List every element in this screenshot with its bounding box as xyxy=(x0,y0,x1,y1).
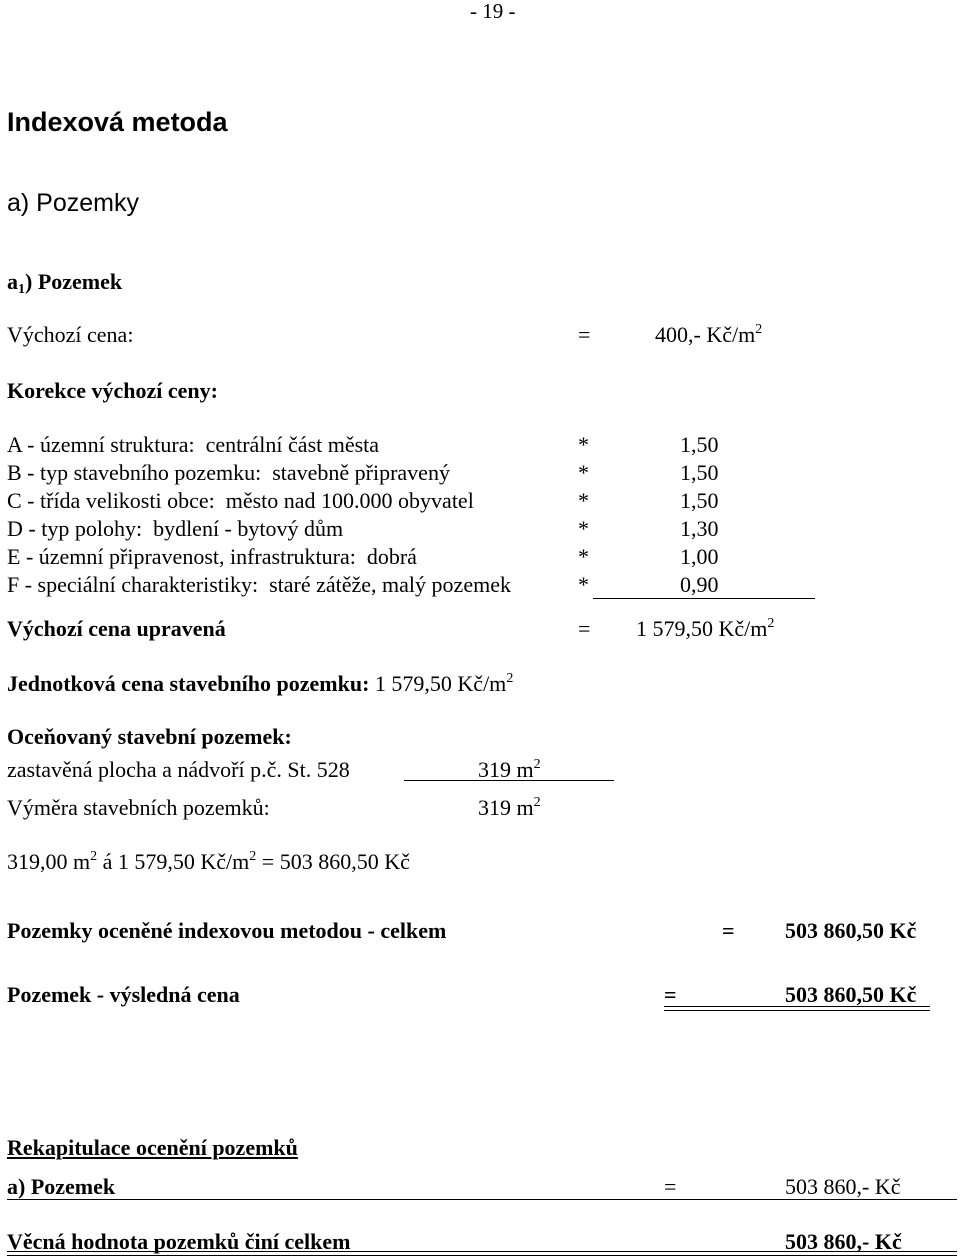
subsection-prefix: a xyxy=(7,269,18,294)
adjusted-price-operator: = xyxy=(578,616,591,641)
recap-total-underline-1 xyxy=(7,1251,957,1252)
final-price-label: Pozemek - výsledná cena xyxy=(7,982,240,1007)
recap-total-label: Věcná hodnota pozemků činí celkem xyxy=(7,1229,351,1254)
correction-desc: bydlení - bytový dům xyxy=(153,516,344,541)
calculation-exponent-2: 2 xyxy=(249,849,257,864)
correction-value: 1,50 xyxy=(680,488,719,513)
calculation-area: 319,00 m xyxy=(7,849,91,874)
base-price-value xyxy=(655,324,762,346)
correction-label: E - územní připravenost, infrastruktura: xyxy=(7,544,356,569)
calculation-exponent-1: 2 xyxy=(90,849,98,864)
index-total-operator: = xyxy=(722,918,735,943)
base-price-label: Výchozí cena: xyxy=(7,322,134,347)
final-price-value: 503 860,50 Kč xyxy=(785,982,917,1007)
final-price-operator: = xyxy=(664,982,677,1007)
correction-row-d xyxy=(7,518,343,540)
correction-value: 1,30 xyxy=(680,516,719,541)
final-price-underline-1 xyxy=(664,1006,930,1007)
correction-label: D - typ polohy: xyxy=(7,516,143,541)
valued-land-total-label: Výměra stavebních pozemků: xyxy=(7,795,270,820)
correction-desc: staré zátěže, malý pozemek xyxy=(269,572,511,597)
recap-item-label: a) Pozemek xyxy=(7,1174,116,1199)
correction-row-c xyxy=(7,490,474,512)
correction-operator: * xyxy=(578,516,589,541)
correction-label: A - územní struktura: xyxy=(7,432,195,457)
recap-divider xyxy=(7,1199,957,1200)
recap-item-operator: = xyxy=(664,1174,677,1199)
valued-land-row-label: zastavěná plocha a nádvoří p.č. St. 528 xyxy=(7,757,350,782)
adjusted-price-amount: 1 579,50 Kč/m xyxy=(636,616,768,641)
valued-land-total-amount: 319 m xyxy=(478,795,534,820)
correction-operator: * xyxy=(578,572,589,597)
correction-value: 1,50 xyxy=(680,432,719,457)
correction-operator: * xyxy=(578,460,589,485)
correction-row-a xyxy=(7,434,379,456)
correction-label: C - třída velikosti obce: xyxy=(7,488,215,513)
correction-desc: centrální část města xyxy=(205,432,380,457)
correction-operator: * xyxy=(578,488,589,513)
subsection-heading xyxy=(7,269,123,297)
final-price-underline-2 xyxy=(664,1010,930,1011)
section-heading: a) Pozemky xyxy=(7,189,139,217)
valued-land-heading: Oceňovaný stavební pozemek: xyxy=(7,724,292,749)
correction-desc: stavebně připravený xyxy=(272,460,450,485)
recap-heading: Rekapitulace ocenění pozemků xyxy=(7,1135,298,1160)
recap-total-underline-2 xyxy=(7,1255,957,1256)
correction-heading: Korekce výchozí ceny: xyxy=(7,378,218,403)
adjusted-price-value xyxy=(636,618,774,640)
correction-desc: dobrá xyxy=(366,544,417,569)
page-number: - 19 - xyxy=(470,0,516,23)
adjusted-price-label: Výchozí cena upravená xyxy=(7,616,226,641)
recap-item-value: 503 860,- Kč xyxy=(785,1174,901,1199)
base-price-amount: 400,- Kč/m xyxy=(655,322,756,347)
valued-land-divider xyxy=(404,780,614,781)
recap-total-value: 503 860,- Kč xyxy=(785,1229,902,1254)
valued-land-total-value xyxy=(478,797,541,819)
unit-price-amount: 1 579,50 Kč/m xyxy=(374,671,507,696)
valued-land-total-exponent: 2 xyxy=(533,795,541,810)
correction-operator: * xyxy=(578,544,589,569)
correction-label: F - speciální charakteristiky: xyxy=(7,572,259,597)
unit-price-line xyxy=(7,673,513,695)
correction-value: 0,90 xyxy=(680,572,719,597)
correction-row-b xyxy=(7,462,450,484)
correction-desc: město nad 100.000 obyvatel xyxy=(225,488,474,513)
base-price-operator: = xyxy=(578,322,591,347)
correction-value: 1,50 xyxy=(680,460,719,485)
page-title: Indexová metoda xyxy=(7,107,228,137)
adjusted-price-exponent: 2 xyxy=(767,616,775,631)
base-price-exponent: 2 xyxy=(755,322,763,337)
unit-price-exponent: 2 xyxy=(506,671,514,686)
corrections-divider xyxy=(593,598,815,599)
valued-land-row-amount: 319 m xyxy=(478,757,534,782)
correction-value: 1,00 xyxy=(680,544,719,569)
subsection-subscript: 1 xyxy=(18,282,25,297)
subsection-text: ) Pozemek xyxy=(25,269,123,294)
unit-price-label: Jednotková cena stavebního pozemku: xyxy=(7,671,370,696)
calculation-rate: á 1 579,50 Kč/m xyxy=(97,849,250,874)
correction-operator: * xyxy=(578,432,589,457)
calculation-line xyxy=(7,851,410,873)
valued-land-row-value xyxy=(478,759,541,781)
index-total-label: Pozemky oceněné indexovou metodou - celkem xyxy=(7,918,447,943)
correction-row-f xyxy=(7,574,511,596)
valued-land-row-exponent: 2 xyxy=(533,757,541,772)
calculation-result: = 503 860,50 Kč xyxy=(256,849,410,874)
correction-label: B - typ stavebního pozemku: xyxy=(7,460,262,485)
index-total-value: 503 860,50 Kč xyxy=(785,918,917,943)
correction-row-e xyxy=(7,546,417,568)
